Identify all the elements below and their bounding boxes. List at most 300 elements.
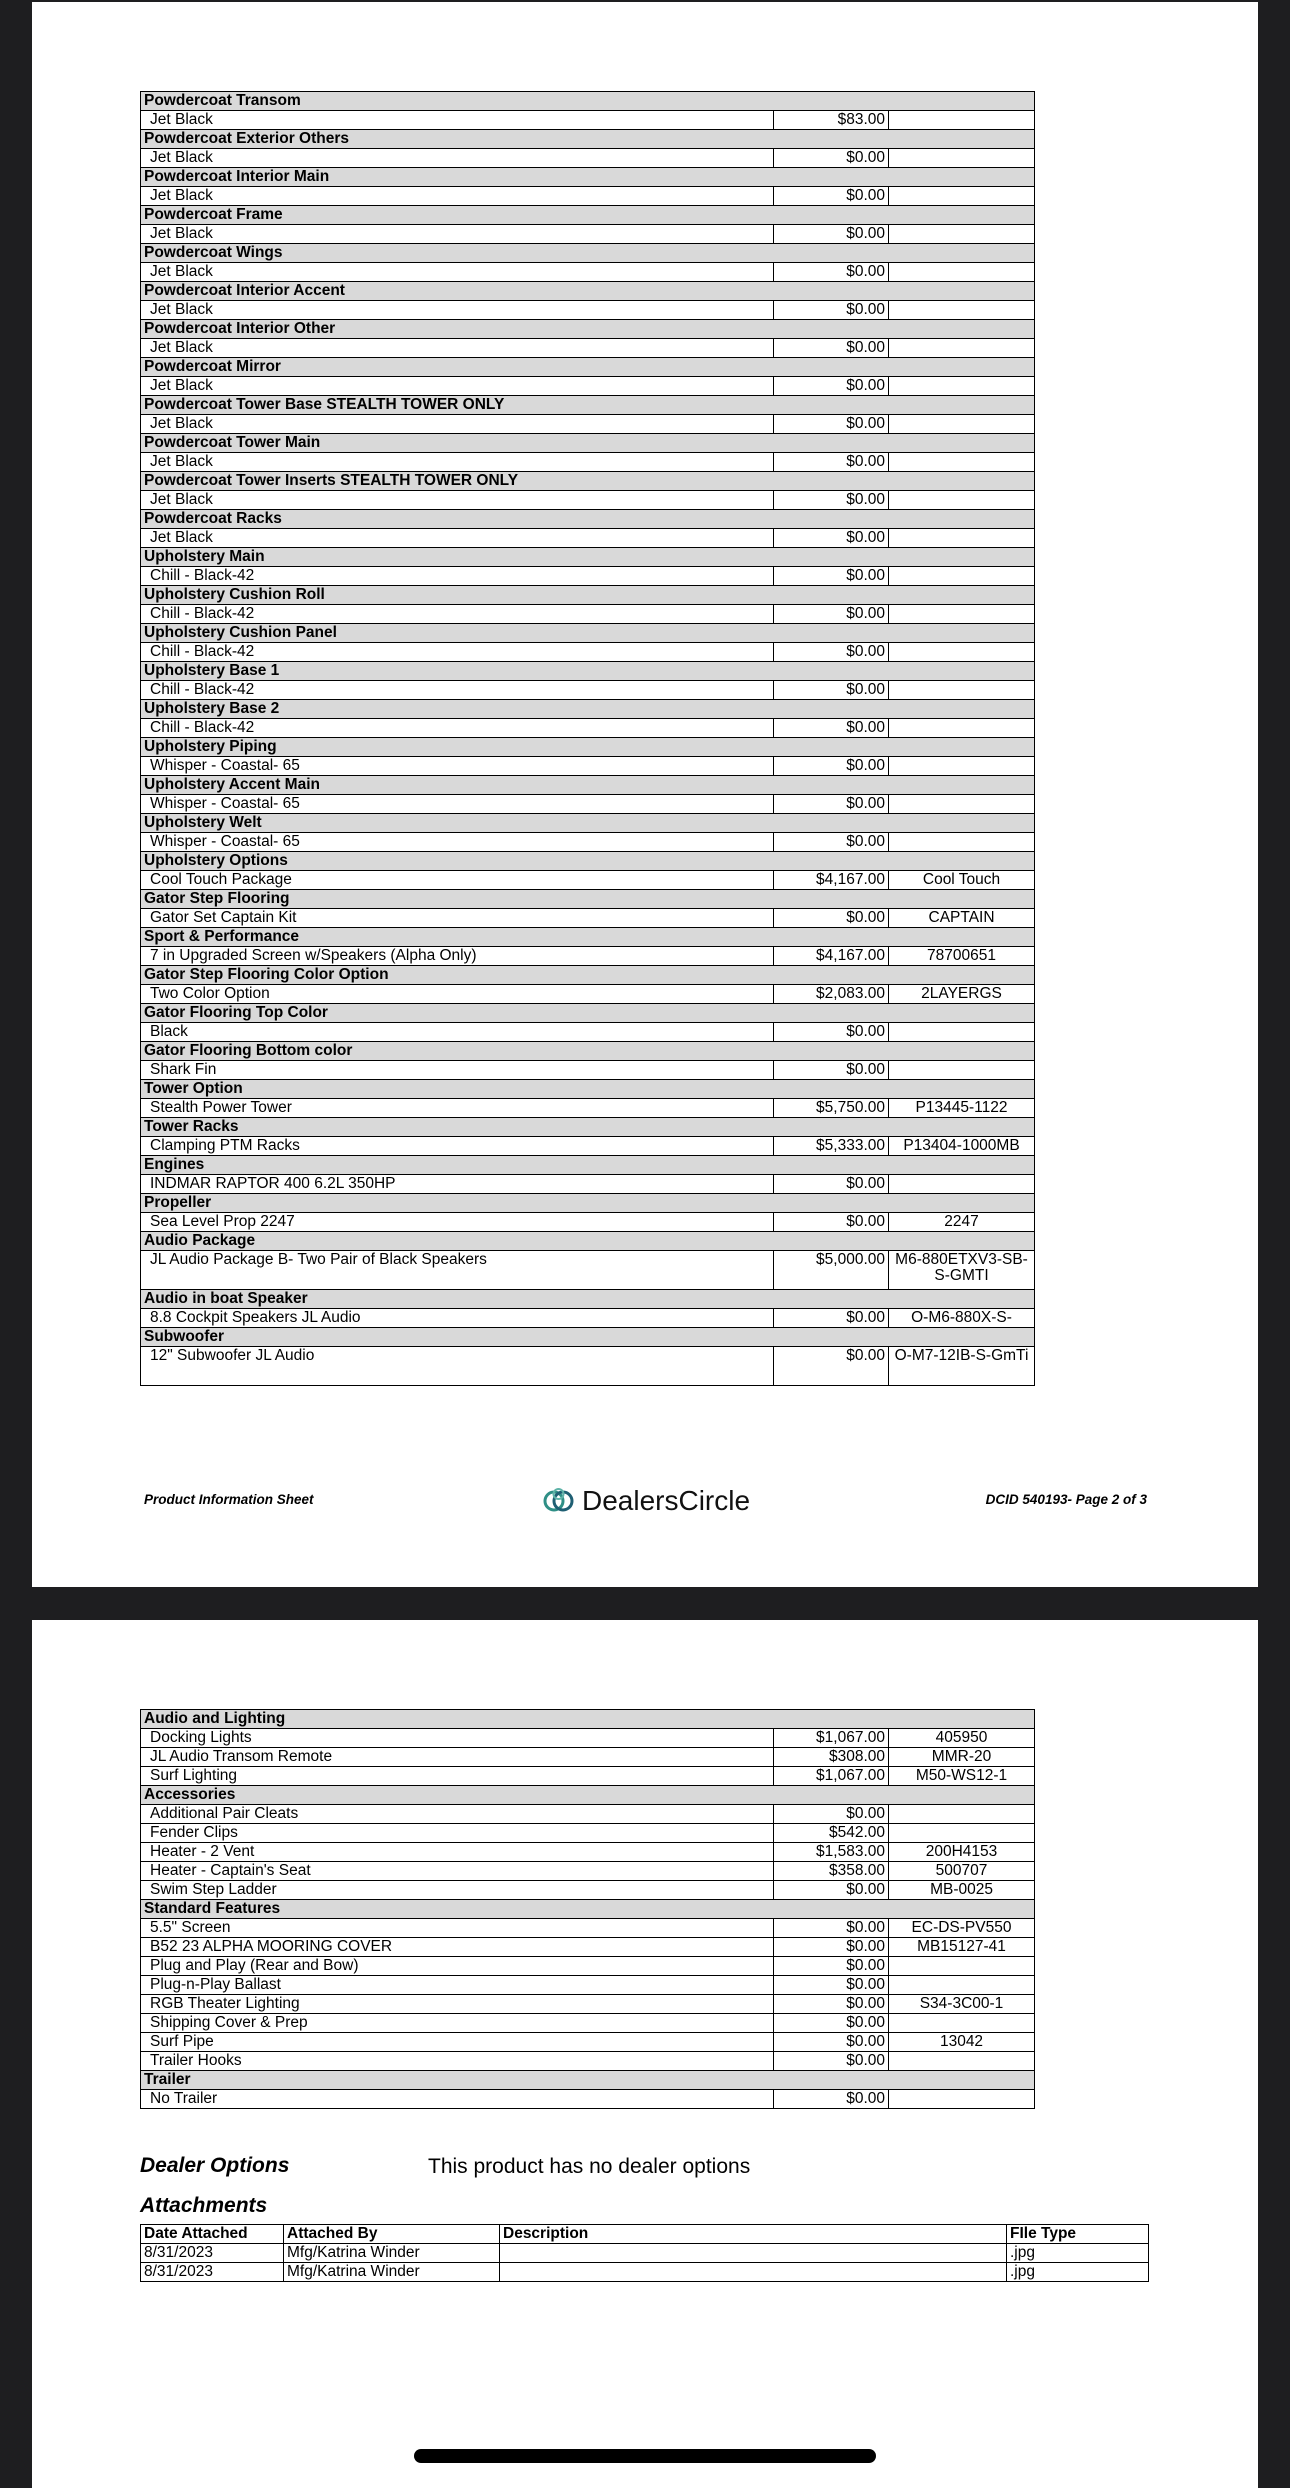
option-item-row <box>141 453 1035 472</box>
category-label: Tower Racks <box>141 1118 1035 1137</box>
option-name: Shipping Cover & Prep <box>141 2014 774 2033</box>
category-label: Propeller <box>141 1194 1035 1213</box>
category-label: Upholstery Piping <box>141 738 1035 757</box>
option-code: 405950 <box>889 1729 1035 1748</box>
option-item-row <box>141 2014 1035 2033</box>
option-price: $0.00 <box>774 795 889 814</box>
category-label: Powdercoat Tower Main <box>141 434 1035 453</box>
document-page-2 <box>32 2 1258 1587</box>
option-name: 7 in Upgraded Screen w/Speakers (Alpha Only) <box>141 947 774 966</box>
option-price: $0.00 <box>774 1957 889 1976</box>
option-name: Gator Set Captain Kit <box>141 909 774 928</box>
category-label: Gator Step Flooring <box>141 890 1035 909</box>
option-item-row <box>141 2090 1035 2109</box>
category-label: Upholstery Base 2 <box>141 700 1035 719</box>
option-item-row <box>141 491 1035 510</box>
option-name: RGB Theater Lighting <box>141 1995 774 2014</box>
option-code <box>889 491 1035 510</box>
category-label: Powdercoat Exterior Others <box>141 130 1035 149</box>
attachments-heading: Attachments <box>140 2194 268 2217</box>
home-indicator[interactable] <box>414 2449 876 2463</box>
footer-page-id: DCID 540193- Page 2 of 3 <box>985 1492 1147 1507</box>
category-row <box>141 472 1035 491</box>
option-price: $0.00 <box>774 605 889 624</box>
category-label: Powdercoat Wings <box>141 244 1035 263</box>
option-name: Chill - Black-42 <box>141 681 774 700</box>
option-price: $2,083.00 <box>774 985 889 1004</box>
category-row <box>141 396 1035 415</box>
option-item-row <box>141 719 1035 738</box>
option-code: 2LAYERGS <box>889 985 1035 1004</box>
attachments-table <box>140 2224 1149 2282</box>
category-row <box>141 1194 1035 1213</box>
option-price: $358.00 <box>774 1862 889 1881</box>
option-item-row <box>141 529 1035 548</box>
category-label: Powdercoat Frame <box>141 206 1035 225</box>
category-row <box>141 1900 1035 1919</box>
option-name: Jet Black <box>141 339 774 358</box>
option-code <box>889 2052 1035 2071</box>
category-row <box>141 244 1035 263</box>
option-code <box>889 377 1035 396</box>
option-item-row <box>141 1767 1035 1786</box>
category-label: Upholstery Cushion Roll <box>141 586 1035 605</box>
option-price: $0.00 <box>774 2052 889 2071</box>
option-item-row <box>141 1919 1035 1938</box>
category-label: Gator Flooring Bottom color <box>141 1042 1035 1061</box>
option-code <box>889 339 1035 358</box>
attachments-header-row <box>141 2225 1149 2244</box>
option-code: O-M6-880X-S- <box>889 1309 1035 1328</box>
category-row <box>141 168 1035 187</box>
option-price: $5,750.00 <box>774 1099 889 1118</box>
category-row <box>141 890 1035 909</box>
category-row <box>141 1118 1035 1137</box>
option-code: M50-WS12-1 <box>889 1767 1035 1786</box>
category-row <box>141 1786 1035 1805</box>
option-item-row <box>141 1137 1035 1156</box>
option-code <box>889 187 1035 206</box>
option-item-row <box>141 1347 1035 1386</box>
option-name: Jet Black <box>141 225 774 244</box>
option-item-row <box>141 1938 1035 1957</box>
attachment-file-type: .jpg <box>1007 2263 1149 2282</box>
option-name: JL Audio Transom Remote <box>141 1748 774 1767</box>
option-code <box>889 529 1035 548</box>
option-price: $0.00 <box>774 567 889 586</box>
option-code <box>889 2014 1035 2033</box>
option-price: $1,583.00 <box>774 1843 889 1862</box>
option-price: $0.00 <box>774 681 889 700</box>
option-item-row <box>141 1957 1035 1976</box>
option-code <box>889 225 1035 244</box>
category-label: Gator Flooring Top Color <box>141 1004 1035 1023</box>
category-label: Powdercoat Racks <box>141 510 1035 529</box>
category-row <box>141 966 1035 985</box>
option-item-row <box>141 1099 1035 1118</box>
option-name: Whisper - Coastal- 65 <box>141 833 774 852</box>
option-price: $1,067.00 <box>774 1729 889 1748</box>
option-code: 78700651 <box>889 947 1035 966</box>
option-item-row <box>141 1995 1035 2014</box>
option-price: $0.00 <box>774 225 889 244</box>
category-label: Upholstery Accent Main <box>141 776 1035 795</box>
option-price: $0.00 <box>774 529 889 548</box>
category-row <box>141 206 1035 225</box>
option-code: MB15127-41 <box>889 1938 1035 1957</box>
option-price: $0.00 <box>774 1919 889 1938</box>
option-price: $0.00 <box>774 339 889 358</box>
option-price: $0.00 <box>774 1023 889 1042</box>
dealer-options-heading: Dealer Options <box>140 2154 290 2177</box>
option-code <box>889 1061 1035 1080</box>
option-name: JL Audio Package B- Two Pair of Black Speakers <box>141 1251 774 1290</box>
category-label: Powdercoat Tower Inserts STEALTH TOWER ONLY <box>141 472 1035 491</box>
option-code <box>889 757 1035 776</box>
category-row <box>141 1156 1035 1175</box>
option-price: $0.00 <box>774 453 889 472</box>
option-code <box>889 1805 1035 1824</box>
option-item-row <box>141 1862 1035 1881</box>
option-code: P13445-1122 <box>889 1099 1035 1118</box>
option-price: $0.00 <box>774 149 889 168</box>
attachment-file-type: .jpg <box>1007 2244 1149 2263</box>
option-item-row <box>141 1175 1035 1194</box>
option-name: 5.5" Screen <box>141 1919 774 1938</box>
option-item-row <box>141 1748 1035 1767</box>
option-code: MB-0025 <box>889 1881 1035 1900</box>
header-date-attached: Date Attached <box>141 2225 284 2244</box>
category-row <box>141 320 1035 339</box>
option-name: Jet Black <box>141 301 774 320</box>
option-code <box>889 415 1035 434</box>
logo-text: DealersCircle <box>582 1485 751 1516</box>
option-code: EC-DS-PV550 <box>889 1919 1035 1938</box>
option-price: $0.00 <box>774 909 889 928</box>
category-row <box>141 700 1035 719</box>
attachment-by: Mfg/Katrina Winder <box>284 2263 500 2282</box>
option-name: Surf Pipe <box>141 2033 774 2052</box>
category-label: Subwoofer <box>141 1328 1035 1347</box>
option-code <box>889 1824 1035 1843</box>
option-code: 2247 <box>889 1213 1035 1232</box>
option-name: Jet Black <box>141 149 774 168</box>
option-item-row <box>141 339 1035 358</box>
category-label: Upholstery Options <box>141 852 1035 871</box>
option-name: 8.8 Cockpit Speakers JL Audio <box>141 1309 774 1328</box>
category-label: Upholstery Main <box>141 548 1035 567</box>
option-price: $0.00 <box>774 1061 889 1080</box>
category-row <box>141 548 1035 567</box>
option-name: Heater - Captain's Seat <box>141 1862 774 1881</box>
option-name: 12" Subwoofer JL Audio <box>141 1347 774 1386</box>
category-label: Standard Features <box>141 1900 1035 1919</box>
option-item-row <box>141 757 1035 776</box>
option-price: $4,167.00 <box>774 947 889 966</box>
option-name: Jet Black <box>141 111 774 130</box>
option-item-row <box>141 1843 1035 1862</box>
category-label: Gator Step Flooring Color Option <box>141 966 1035 985</box>
option-name: Heater - 2 Vent <box>141 1843 774 1862</box>
option-price: $0.00 <box>774 1995 889 2014</box>
option-price: $0.00 <box>774 187 889 206</box>
option-name: Trailer Hooks <box>141 2052 774 2071</box>
option-name: Jet Black <box>141 187 774 206</box>
option-item-row <box>141 871 1035 890</box>
category-label: Upholstery Cushion Panel <box>141 624 1035 643</box>
option-price: $0.00 <box>774 1213 889 1232</box>
option-code: MMR-20 <box>889 1748 1035 1767</box>
option-price: $542.00 <box>774 1824 889 1843</box>
option-code: 200H4153 <box>889 1843 1035 1862</box>
option-price: $0.00 <box>774 1881 889 1900</box>
option-code <box>889 111 1035 130</box>
footer-title: Product Information Sheet <box>144 1492 314 1507</box>
option-price: $0.00 <box>774 2090 889 2109</box>
category-row <box>141 776 1035 795</box>
category-row <box>141 1710 1035 1729</box>
category-label: Sport & Performance <box>141 928 1035 947</box>
option-price: $0.00 <box>774 1309 889 1328</box>
option-code: 13042 <box>889 2033 1035 2052</box>
option-price: $0.00 <box>774 263 889 282</box>
attachment-date: 8/31/2023 <box>141 2263 284 2282</box>
option-name: Black <box>141 1023 774 1042</box>
option-price: $1,067.00 <box>774 1767 889 1786</box>
option-item-row <box>141 985 1035 1004</box>
option-price: $0.00 <box>774 377 889 396</box>
option-item-row <box>141 301 1035 320</box>
option-code: CAPTAIN <box>889 909 1035 928</box>
category-row <box>141 928 1035 947</box>
option-code <box>889 643 1035 662</box>
option-name: INDMAR RAPTOR 400 6.2L 350HP <box>141 1175 774 1194</box>
document-page-3 <box>32 1620 1258 2488</box>
attachment-row[interactable] <box>141 2263 1149 2282</box>
option-name: Chill - Black-42 <box>141 605 774 624</box>
category-label: Upholstery Welt <box>141 814 1035 833</box>
option-name: Chill - Black-42 <box>141 719 774 738</box>
option-price: $0.00 <box>774 757 889 776</box>
category-label: Audio Package <box>141 1232 1035 1251</box>
attachment-date: 8/31/2023 <box>141 2244 284 2263</box>
option-name: Sea Level Prop 2247 <box>141 1213 774 1232</box>
category-row <box>141 814 1035 833</box>
option-name: Jet Black <box>141 377 774 396</box>
option-item-row <box>141 187 1035 206</box>
option-code <box>889 567 1035 586</box>
option-code <box>889 1023 1035 1042</box>
option-code <box>889 1976 1035 1995</box>
option-item-row <box>141 643 1035 662</box>
category-row <box>141 852 1035 871</box>
option-price: $0.00 <box>774 2014 889 2033</box>
option-item-row <box>141 111 1035 130</box>
option-price: $0.00 <box>774 1347 889 1386</box>
category-label: Tower Option <box>141 1080 1035 1099</box>
category-row <box>141 2071 1035 2090</box>
option-item-row <box>141 1824 1035 1843</box>
option-code <box>889 833 1035 852</box>
category-row <box>141 1232 1035 1251</box>
option-name: Docking Lights <box>141 1729 774 1748</box>
option-name: B52 23 ALPHA MOORING COVER <box>141 1938 774 1957</box>
option-item-row <box>141 1061 1035 1080</box>
option-item-row <box>141 605 1035 624</box>
option-item-row <box>141 909 1035 928</box>
header-file-type: FIle Type <box>1007 2225 1149 2244</box>
option-name: Chill - Black-42 <box>141 567 774 586</box>
category-row <box>141 1042 1035 1061</box>
category-label: Audio in boat Speaker <box>141 1290 1035 1309</box>
category-label: Powdercoat Interior Other <box>141 320 1035 339</box>
option-code <box>889 681 1035 700</box>
option-code <box>889 301 1035 320</box>
option-price: $0.00 <box>774 719 889 738</box>
category-row <box>141 1004 1035 1023</box>
attachment-description <box>500 2263 1007 2282</box>
option-name: Whisper - Coastal- 65 <box>141 795 774 814</box>
option-item-row <box>141 947 1035 966</box>
option-name: Chill - Black-42 <box>141 643 774 662</box>
option-item-row <box>141 1729 1035 1748</box>
category-label: Engines <box>141 1156 1035 1175</box>
category-row <box>141 282 1035 301</box>
option-code <box>889 605 1035 624</box>
option-item-row <box>141 681 1035 700</box>
category-label: Powdercoat Interior Main <box>141 168 1035 187</box>
category-row <box>141 1328 1035 1347</box>
option-price: $0.00 <box>774 2033 889 2052</box>
option-item-row <box>141 377 1035 396</box>
option-code <box>889 1957 1035 1976</box>
option-item-row <box>141 415 1035 434</box>
category-row <box>141 130 1035 149</box>
options-table <box>140 91 1035 1386</box>
category-label: Upholstery Base 1 <box>141 662 1035 681</box>
option-code: O-M7-12IB-S-GmTi <box>889 1347 1035 1386</box>
option-item-row <box>141 149 1035 168</box>
option-name: Jet Black <box>141 415 774 434</box>
option-code: 500707 <box>889 1862 1035 1881</box>
option-code <box>889 263 1035 282</box>
option-name: Additional Pair Cleats <box>141 1805 774 1824</box>
option-price: $5,000.00 <box>774 1251 889 1290</box>
option-name: Plug and Play (Rear and Bow) <box>141 1957 774 1976</box>
option-code <box>889 2090 1035 2109</box>
category-label: Powdercoat Interior Accent <box>141 282 1035 301</box>
option-item-row <box>141 1213 1035 1232</box>
option-item-row <box>141 263 1035 282</box>
features-table <box>140 1709 1035 2109</box>
option-code <box>889 719 1035 738</box>
category-row <box>141 510 1035 529</box>
header-attached-by: Attached By <box>284 2225 500 2244</box>
option-name: Cool Touch Package <box>141 871 774 890</box>
attachment-row[interactable] <box>141 2244 1149 2263</box>
option-code: P13404-1000MB <box>889 1137 1035 1156</box>
option-name: Shark Fin <box>141 1061 774 1080</box>
option-name: Fender Clips <box>141 1824 774 1843</box>
option-code: Cool Touch <box>889 871 1035 890</box>
option-name: Swim Step Ladder <box>141 1881 774 1900</box>
category-label: Trailer <box>141 2071 1035 2090</box>
option-item-row <box>141 833 1035 852</box>
option-price: $0.00 <box>774 833 889 852</box>
option-item-row <box>141 1805 1035 1824</box>
category-label: Powdercoat Mirror <box>141 358 1035 377</box>
option-code <box>889 1175 1035 1194</box>
option-name: Plug-n-Play Ballast <box>141 1976 774 1995</box>
option-price: $0.00 <box>774 415 889 434</box>
option-price: $4,167.00 <box>774 871 889 890</box>
option-price: $0.00 <box>774 643 889 662</box>
category-row <box>141 358 1035 377</box>
option-code <box>889 453 1035 472</box>
option-item-row <box>141 225 1035 244</box>
dealerscircle-logo-icon <box>542 1485 576 1517</box>
category-row <box>141 738 1035 757</box>
option-name: Stealth Power Tower <box>141 1099 774 1118</box>
header-description: Description <box>500 2225 1007 2244</box>
option-price: $308.00 <box>774 1748 889 1767</box>
option-code: M6-880ETXV3-SB-S-GMTI <box>889 1251 1035 1290</box>
category-row <box>141 434 1035 453</box>
option-price: $0.00 <box>774 491 889 510</box>
option-name: Jet Black <box>141 453 774 472</box>
dealer-options-note: This product has no dealer options <box>428 2155 751 2178</box>
option-name: Jet Black <box>141 263 774 282</box>
option-name: Jet Black <box>141 491 774 510</box>
category-label: Powdercoat Transom <box>141 92 1035 111</box>
category-label: Audio and Lighting <box>141 1710 1035 1729</box>
option-item-row <box>141 1881 1035 1900</box>
category-row <box>141 662 1035 681</box>
option-price: $0.00 <box>774 1976 889 1995</box>
option-item-row <box>141 1023 1035 1042</box>
option-price: $0.00 <box>774 1938 889 1957</box>
option-name: Jet Black <box>141 529 774 548</box>
dealerscircle-logo <box>542 1485 750 1517</box>
option-code <box>889 149 1035 168</box>
attachment-description <box>500 2244 1007 2263</box>
option-price: $0.00 <box>774 301 889 320</box>
option-item-row <box>141 2033 1035 2052</box>
category-row <box>141 586 1035 605</box>
option-item-row <box>141 567 1035 586</box>
attachment-by: Mfg/Katrina Winder <box>284 2244 500 2263</box>
category-label: Accessories <box>141 1786 1035 1805</box>
option-item-row <box>141 795 1035 814</box>
option-name: Surf Lighting <box>141 1767 774 1786</box>
option-code: S34-3C00-1 <box>889 1995 1035 2014</box>
option-name: No Trailer <box>141 2090 774 2109</box>
option-item-row <box>141 1309 1035 1328</box>
option-price: $0.00 <box>774 1175 889 1194</box>
option-item-row <box>141 1251 1035 1290</box>
option-item-row <box>141 1976 1035 1995</box>
option-name: Clamping PTM Racks <box>141 1137 774 1156</box>
category-row <box>141 92 1035 111</box>
category-row <box>141 1290 1035 1309</box>
option-name: Whisper - Coastal- 65 <box>141 757 774 776</box>
option-price: $83.00 <box>774 111 889 130</box>
option-item-row <box>141 2052 1035 2071</box>
category-row <box>141 1080 1035 1099</box>
option-code <box>889 795 1035 814</box>
category-label: Powdercoat Tower Base STEALTH TOWER ONLY <box>141 396 1035 415</box>
option-name: Two Color Option <box>141 985 774 1004</box>
